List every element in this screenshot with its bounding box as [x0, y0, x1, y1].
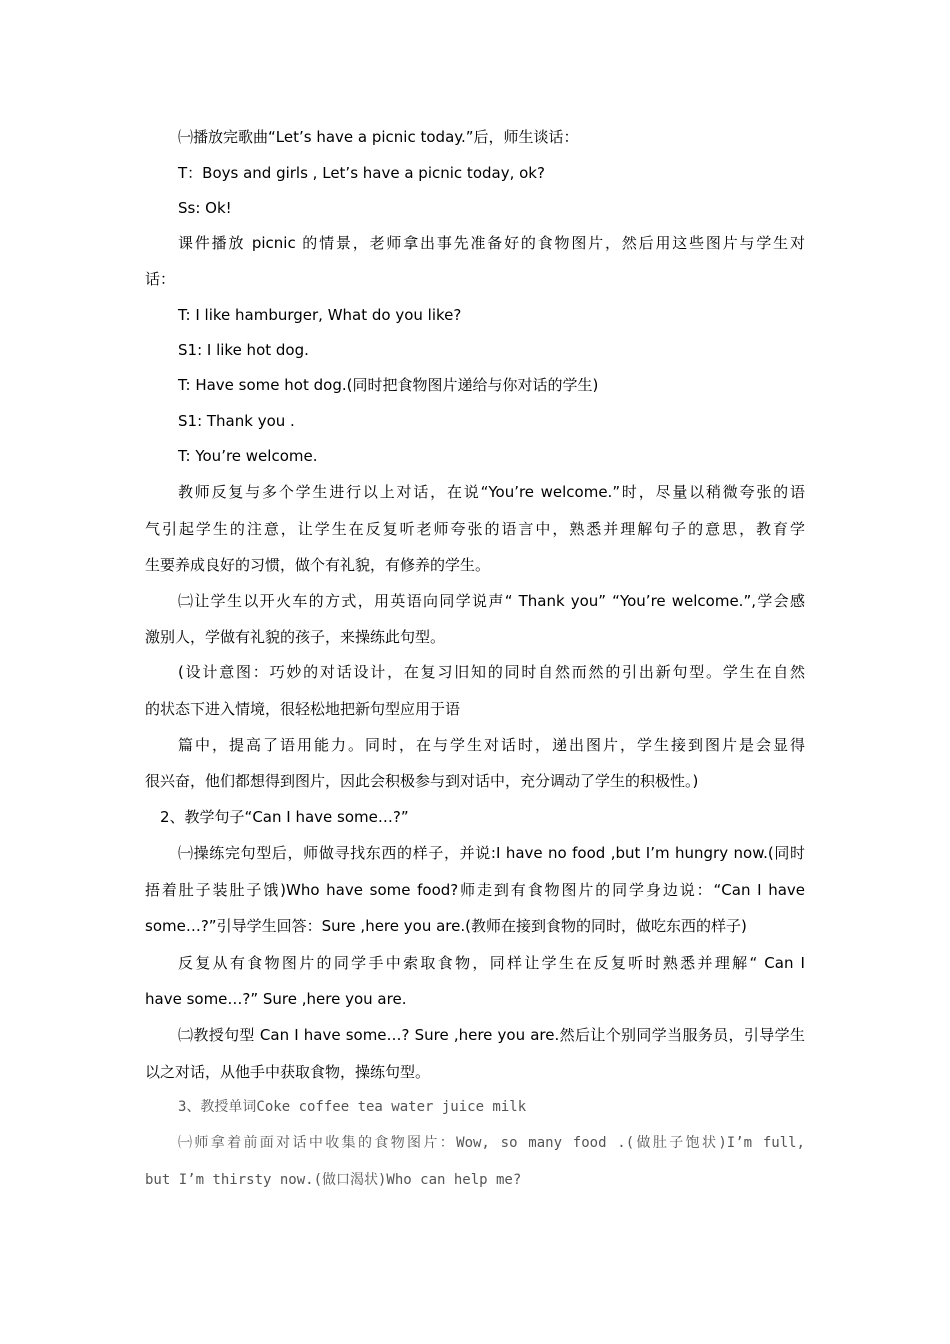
paragraph-line: T: I like hamburger, What do you like? — [178, 306, 462, 324]
paragraph-line: 以之对话，从他手中获取食物，操练句型。 — [145, 1063, 431, 1081]
paragraph-line: 激别人，学做有礼貌的孩子，来操练此句型。 — [145, 628, 446, 646]
paragraph-line: have some…?” Sure ,here you are. — [145, 990, 407, 1008]
paragraph-line: 的状态下进入情境，很轻松地把新句型应用于语 — [145, 700, 461, 718]
paragraph-line: S1: Thank you . — [178, 412, 295, 430]
paragraph-line: ㈠播放完歌曲“Let’s have a picnic today.”后，师生谈话： — [178, 128, 579, 146]
paragraph-line: some…?”引导学生回答：Sure ,here you are.(教师在接到食物的同时，做吃东西的样子) — [145, 917, 747, 935]
paragraph-line: ㈠操练完句型后，师做寻找东西的样子，并说:I have no food ,but I’m hungry now.(同时 — [178, 844, 805, 862]
paragraph-line: 课件播放 picnic 的情景，老师拿出事先准备好的食物图片，然后用这些图片与学生对 — [178, 234, 805, 252]
section-heading: 2、教学句子“Can I have some…?” — [160, 808, 409, 826]
paragraph-line: 教师反复与多个学生进行以上对话，在说“You’re welcome.”时，尽量以稍微夸张的语 — [178, 483, 805, 501]
paragraph-line: ㈠师拿着前面对话中收集的食物图片：Wow, so many food .(做肚子饱状)I’m full, — [178, 1135, 805, 1151]
paragraph-line: T: You’re welcome. — [178, 447, 318, 465]
section-heading: 3、教授单词Coke coffee tea water juice milk — [178, 1099, 527, 1115]
paragraph-line: T: Have some hot dog.(同时把食物图片递给与你对话的学生) — [178, 376, 599, 394]
paragraph-line: 生要养成良好的习惯，做个有礼貌，有修养的学生。 — [145, 556, 491, 574]
paragraph-line: 反复从有食物图片的同学手中索取食物，同样让学生在反复听时熟悉并理解“ Can I — [178, 954, 805, 972]
paragraph-line: T：Boys and girls , Let’s have a picnic today, ok? — [178, 164, 545, 182]
paragraph-line: ㈡让学生以开火车的方式，用英语向同学说声“ Thank you” “You’re welcome.”,学会感 — [178, 592, 805, 610]
paragraph-line: 篇中，提高了语用能力。同时，在与学生对话时，递出图片，学生接到图片是会显得 — [178, 736, 805, 754]
paragraph-line: (设计意图：巧妙的对话设计，在复习旧知的同时自然而然的引出新句型。学生在自然 — [178, 663, 805, 681]
paragraph-line: 话： — [145, 270, 176, 288]
paragraph-line: S1: I like hot dog. — [178, 341, 309, 359]
paragraph-line: 捂着肚子装肚子饿)Who have some food?师走到有食物图片的同学身边说：“Can I have — [145, 881, 805, 899]
paragraph-line: ㈡教授句型 Can I have some…? Sure ,here you are.然后让个别同学当服务员，引导学生 — [178, 1026, 805, 1044]
paragraph-line: 气引起学生的注意，让学生在反复听老师夸张的语言中，熟悉并理解句子的意思，教育学 — [145, 520, 805, 538]
paragraph-line: Ss: Ok! — [178, 199, 232, 217]
paragraph-line: but I’m thirsty now.(做口渴状)Who can help me? — [145, 1172, 522, 1188]
paragraph-line: 很兴奋，他们都想得到图片，因此会积极参与到对话中，充分调动了学生的积极性。) — [145, 772, 699, 790]
